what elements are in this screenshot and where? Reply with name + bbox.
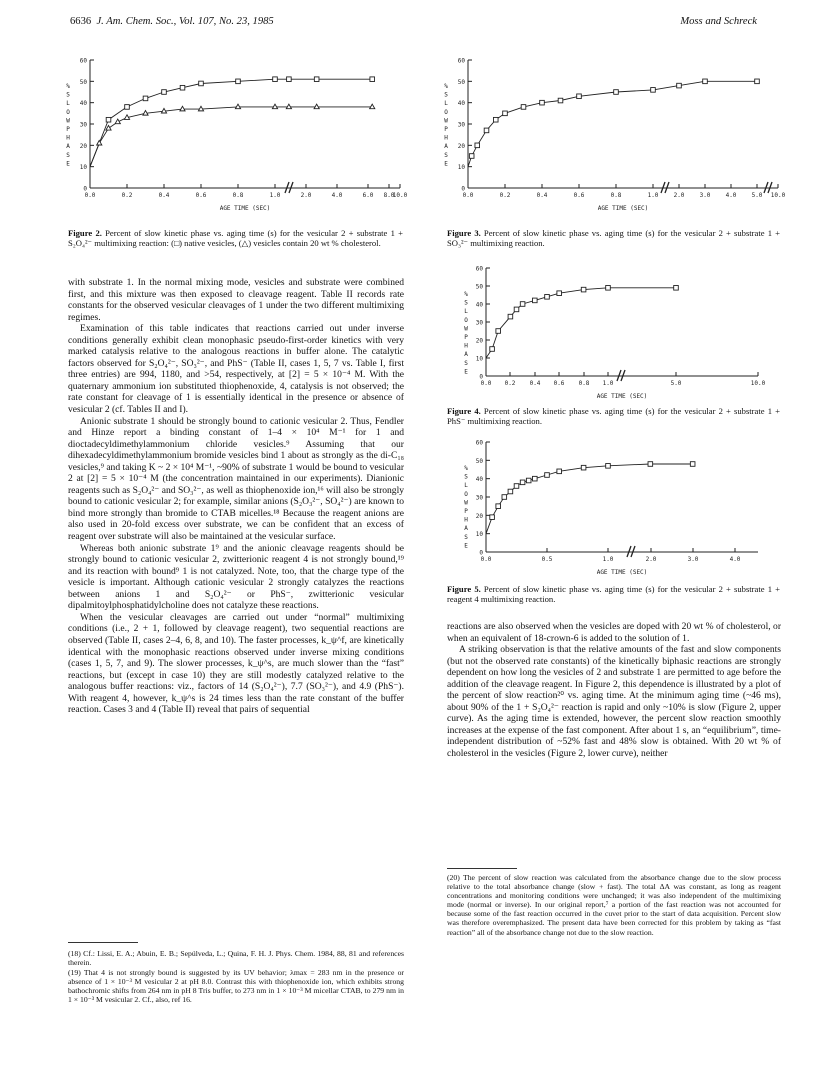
footnote-19: (19) That 4 is not strongly bound is suggested by its UV behavior; λmax = 283 nm in the presence or absence of 1 × 10⁻³ M vesicular 2 at pH 8.0. Contrast this with thiophenoxide ion, which exhibits strong bathochromic shifts from 264 nm in pH 8 Tris buffer, to 273 nm in 1 × 10⁻³ M micellar CTAB, to 279 nm in 1 × 10⁻³ M vesicular 2. Cf., also, ref 16. [68, 968, 404, 1005]
y-axis-label-char: P [66, 126, 70, 133]
figure-5-plot [460, 430, 765, 582]
data-point-square [558, 98, 563, 103]
y-tick-label: 30 [475, 494, 483, 502]
y-tick-label: 30 [475, 319, 483, 327]
y-axis-label-char: L [464, 308, 468, 316]
footnote-rule-left [68, 942, 138, 943]
x-tick-label: 1.0 [602, 556, 614, 563]
y-tick-label: 60 [475, 265, 483, 273]
data-point-triangle [314, 104, 319, 109]
y-axis-label-char: P [464, 508, 468, 515]
data-point-square [614, 90, 619, 95]
x-tick-label: 0.4 [158, 192, 170, 199]
data-point-square [370, 77, 375, 82]
figure-2-plot [62, 48, 407, 226]
y-tick-label: 30 [79, 121, 87, 129]
y-axis-label-char: O [464, 316, 468, 324]
data-point-square [496, 329, 501, 334]
y-axis-label-char: A [464, 525, 468, 533]
data-point-square [490, 515, 495, 520]
y-axis-label-char: S [464, 359, 468, 367]
data-point-square [581, 287, 586, 292]
y-axis-label-char: S [464, 473, 468, 481]
data-point-square [484, 128, 489, 133]
data-point-square [106, 117, 111, 122]
x-tick-label: 3.0 [687, 556, 699, 563]
x-tick-label: 4.0 [729, 556, 741, 563]
y-tick-label: 60 [457, 57, 465, 65]
x-tick-label: 8.0 [383, 192, 395, 199]
y-tick-label: 10 [457, 164, 465, 172]
data-point-square [521, 105, 526, 110]
series-curve [486, 288, 676, 358]
data-point-square [508, 489, 513, 494]
x-tick-label: 10.0 [392, 192, 407, 199]
x-tick-label: 4.0 [725, 192, 737, 199]
x-tick-label: 5.0 [751, 192, 763, 199]
x-axis-label: AGE TIME (SEC) [597, 205, 649, 212]
y-axis-label [464, 291, 468, 375]
x-tick-label: 10.0 [770, 192, 785, 199]
paragraph: reactions are also observed when the vesicles are doped with 20 wt % of cholesterol, or when an equivalent of 18-crown-6 is added to the solution of 1. [447, 621, 781, 644]
y-tick-label: 10 [475, 355, 483, 363]
x-tick-label: 1.0 [269, 192, 281, 199]
y-axis-label-char: O [66, 108, 70, 116]
data-point-triangle [235, 104, 240, 109]
y-tick-label: 0 [461, 185, 465, 193]
figure-2-caption [68, 228, 403, 249]
data-point-square [520, 302, 525, 307]
data-point-square [540, 100, 545, 105]
y-axis-label-char: L [444, 100, 448, 108]
x-tick-label: 0.0 [480, 556, 492, 563]
journal-citation: J. Am. Chem. Soc., Vol. 107, No. 23, 1985 [96, 16, 274, 27]
data-point-square [606, 286, 611, 291]
data-point-square [545, 473, 550, 478]
data-point-square [557, 291, 562, 296]
data-point-square [287, 77, 292, 82]
data-point-square [514, 484, 519, 489]
y-tick-label: 50 [475, 457, 483, 465]
y-axis-label-char: H [464, 516, 468, 524]
data-point-square [545, 295, 550, 300]
x-tick-label: 0.6 [573, 192, 585, 199]
y-tick-label: 40 [475, 301, 483, 309]
series-curve [468, 81, 757, 166]
running-header-left [70, 16, 274, 27]
x-tick-label: 1.0 [602, 380, 614, 387]
footnote-rule-right [447, 868, 517, 869]
y-tick-label: 20 [475, 337, 483, 345]
body-column-right [447, 621, 781, 760]
y-tick-label: 40 [457, 100, 465, 108]
x-axis-label: AGE TIME (SEC) [596, 569, 648, 576]
y-tick-label: 20 [79, 142, 87, 150]
y-axis-label-char: S [444, 151, 448, 159]
data-point-square [273, 77, 278, 82]
caption-text: Percent of slow kinetic phase vs. aging time (s) for the vesicular 2 + substrate 1 + reagent 4 multimixing reaction. [447, 584, 781, 605]
data-point-square [577, 94, 582, 99]
y-axis-label-char: H [464, 342, 468, 350]
x-tick-label: 1.0 [647, 192, 659, 199]
data-point-square [703, 79, 708, 84]
caption-text: Percent of slow kinetic phase vs. aging time (s) for the vesicular 2 + substrate 1 + S₂O₄²⁻ multimixing reaction: (□) native vesicles, (△) vesicles contain 20 wt % cholesterol. [68, 228, 403, 249]
body-column-left [68, 277, 404, 716]
data-point-square [581, 465, 586, 470]
x-tick-label: 0.4 [536, 192, 548, 199]
y-axis-label-char: W [464, 325, 468, 333]
y-axis-label-char: E [66, 160, 70, 168]
paragraph: Whereas both anionic substrate 1⁹ and the anionic cleavage reagents should be strongly bound to cationic vesicular 2, zwitterionic reagent 4 is not strongly bound,¹⁹ and its reaction with bound⁹ 1 is not catalyzed. Note, too, that the charge type of the vesicle is important. Although cationic vesicular 2 strongly catalyzes the reactions between anions 1 and S₂O₄²⁻ or PhS⁻, zwitterionic vesicular dipalmitoylphosphatidylcholine does not catalyze these reactions. [68, 542, 404, 612]
y-tick-label: 20 [475, 512, 483, 520]
y-axis-label-char: % [66, 83, 70, 90]
x-tick-label: 0.0 [480, 380, 492, 387]
x-tick-label: 0.2 [504, 380, 516, 387]
data-point-square [503, 111, 508, 116]
y-axis-label-char: L [464, 482, 468, 490]
y-axis-label-char: O [444, 108, 448, 116]
y-axis-label-char: S [444, 91, 448, 99]
caption-label: Figure 5. [447, 584, 481, 594]
y-tick-label: 10 [79, 164, 87, 172]
data-point-triangle [106, 125, 111, 130]
y-tick-label: 50 [475, 283, 483, 291]
x-tick-label: 0.2 [121, 192, 133, 199]
y-axis-label-char: A [444, 143, 448, 151]
y-tick-label: 0 [479, 373, 483, 381]
y-axis-label-char: S [66, 91, 70, 99]
data-point-square [677, 83, 682, 88]
y-axis-label-char: S [464, 533, 468, 541]
data-point-square [493, 117, 498, 122]
x-tick-label: 0.8 [578, 380, 590, 387]
y-axis-label [66, 83, 70, 167]
paragraph: with substrate 1. In the normal mixing mode, vesicles and substrate were combined first, and this mixture was then exposed to cleavage reagent. Table II records rate constants for the observed vesicular cleavages of 1 under the two different multimixing regimes. [68, 277, 404, 323]
y-axis-label-char: E [464, 368, 468, 376]
y-axis-label-char: W [464, 499, 468, 507]
data-point-square [125, 105, 130, 110]
y-axis-label-char: E [444, 160, 448, 168]
data-point-triangle [286, 104, 291, 109]
x-tick-label: 3.0 [699, 192, 711, 199]
data-point-square [314, 77, 319, 82]
y-axis-label-char: W [444, 117, 448, 125]
x-tick-label: 6.0 [362, 192, 374, 199]
caption-text: Percent of slow kinetic phase vs. aging time (s) for the vesicular 2 + substrate 1 + PhS⁻ multimixing reaction. [447, 406, 781, 427]
data-point-triangle [370, 104, 375, 109]
data-point-square [533, 298, 538, 303]
figure-4-plot [460, 256, 765, 402]
y-axis-label [464, 465, 468, 549]
data-point-square [502, 495, 507, 500]
x-tick-label: 0.6 [195, 192, 207, 199]
y-tick-label: 40 [79, 100, 87, 108]
y-axis-label-char: H [444, 134, 448, 142]
x-tick-label: 0.6 [553, 380, 565, 387]
data-point-square [143, 96, 148, 101]
y-axis-label-char: % [464, 291, 468, 298]
series-curve [486, 464, 693, 534]
data-point-square [236, 79, 241, 84]
x-tick-label: 0.8 [610, 192, 622, 199]
y-axis-label-char: W [66, 117, 70, 125]
data-point-square [690, 462, 695, 467]
y-tick-label: 0 [479, 549, 483, 557]
y-axis-label [444, 83, 448, 167]
data-point-square [199, 81, 204, 86]
footnotes-right [447, 873, 781, 938]
figure-4-caption [447, 406, 780, 427]
footnote-20: (20) The percent of slow reaction was calculated from the absorbance change due to the slow process relative to the total absorbance change (slow + fast). The total ΔA was constant, as long as reagent concentrations and monitoring conditions were unchanged; it was also independent of the multimixing mode (normal or inverse). In our original report,⁷ a portion of the fast reaction was not accounted for because some of the fast reaction occurred in the cuvet prior to the start of data acquisition. Percent slow was therefore overemphasized. The present data have been corrected for this problem by taking as “fast reaction” all of the absorbance change not due to the slow reaction. [447, 873, 781, 937]
y-axis-label-char: A [464, 351, 468, 359]
running-header-right: Moss and Schreck [680, 16, 757, 27]
y-axis-label-char: % [444, 83, 448, 90]
data-point-square [755, 79, 760, 84]
y-axis-label-char: P [464, 334, 468, 341]
y-tick-label: 40 [475, 476, 483, 484]
caption-label: Figure 2. [68, 228, 102, 238]
series-curve [90, 107, 372, 167]
x-tick-label: 2.0 [300, 192, 312, 199]
data-point-square [514, 307, 519, 312]
data-point-triangle [180, 106, 185, 111]
y-axis-label-char: S [464, 299, 468, 307]
data-point-square [475, 143, 480, 148]
data-point-square [520, 480, 525, 485]
x-tick-label: 5.0 [670, 380, 682, 387]
figure-5-caption [447, 584, 780, 605]
data-point-square [162, 90, 167, 95]
footnote-18: (18) Cf.: Lissi, E. A.; Abuin, E. B.; Sepúlveda, L.; Quina, F. H. J. Phys. Chem. 1984, 88, 81 and references therein. [68, 949, 404, 968]
data-point-square [648, 462, 653, 467]
data-point-triangle [272, 104, 277, 109]
figure-3-caption [447, 228, 780, 249]
x-tick-label: 2.0 [645, 556, 657, 563]
y-axis-label-char: P [444, 126, 448, 133]
x-axis-label: AGE TIME (SEC) [596, 393, 648, 400]
data-point-square [606, 464, 611, 469]
x-tick-label: 0.0 [462, 192, 474, 199]
paragraph: A striking observation is that the relative amounts of the fast and slow components (but not the observed rate constants) of the kinetically biphasic reactions are strongly dependent on how long the vesicles of 2 and substrate 1 are permitted to age before the addition of the cleavage reagent. In Figure 2, this dependence is illustrated by a plot of the percent of slow reaction²⁰ vs. aging time. At the minimum aging time (~46 ms), about 90% of the 1 + S₂O₄²⁻ reaction is rapid and only ~10% is slow (Figure 2, upper curve). As the aging time is extended, however, the percent slow reaction smoothly increases at the expense of the fast component. After about 1 s, an “equilibrium”, time-independent distribution of ~52% fast and 48% slow is obtained. With 20 wt % of cholesterol in the vesicles (Figure 2, lower curve), neither [447, 644, 781, 760]
x-tick-label: 0.4 [529, 380, 541, 387]
data-point-square [526, 478, 531, 483]
x-tick-label: 10.0 [750, 380, 765, 387]
page-number: 6636 [70, 16, 92, 27]
x-axis-label: AGE TIME (SEC) [219, 205, 271, 212]
y-axis-label-char: % [464, 465, 468, 472]
y-axis-label-char: L [66, 100, 70, 108]
y-tick-label: 30 [457, 121, 465, 129]
data-point-square [180, 85, 185, 90]
y-tick-label: 60 [79, 57, 87, 65]
caption-text: Percent of slow kinetic phase vs. aging time (s) for the vesicular 2 + substrate 1 + SO₃²⁻ multimixing reaction. [447, 228, 781, 249]
y-axis-label-char: A [66, 143, 70, 151]
paragraph: Examination of this table indicates that reactions carried out under inverse conditions generally exhibit clean monophasic pseudo-first-order kinetics with very marked catalysis relative to the analogous reactions in buffer alone. The catalytic factors observed for S₂O₄²⁻, SO₃²⁻, and PhS⁻ (Table II, cases 1, 5, 7 vs. Table I, first three entries) are 994, 1180, and >54, respectively, at [2] = 5 × 10⁻⁴ M. With the quaternary ammonium ion substituted thiophenoxide, 4, catalysis is not observed; the rate constant for cleavage of 1 is essentially identical in the presence or absence of vesicular 2 (cf. Tables II and I). [68, 323, 404, 416]
y-axis-label-char: H [66, 134, 70, 142]
y-axis-label-char: S [66, 151, 70, 159]
y-tick-label: 20 [457, 142, 465, 150]
y-tick-label: 50 [79, 78, 87, 86]
data-point-square [469, 154, 474, 159]
x-tick-label: 2.0 [673, 192, 685, 199]
paragraph: When the vesicular cleavages are carried out under “normal” multimixing conditions (i.e., 2 + 1, followed by cleavage reagent), two sequential reactions are observed (Table II, cases 2–4, 6, 8, and 10). The faster processes, k_ψ^f, are kinetically identical with the monophasic reactions observed under inverse mixing conditions (cases 1, 5, 7, and 9). The slower processes, k_ψ^s, are much slower than the “fast” reactions, but (except in case 10) they are still modestly catalyzed relative to the analogous buffer reactions: viz., factors of 14 (S₂O₄²⁻), 7.7 (SO₃²⁻), and 4.9 (PhS⁻). With reagent 4, however, k_ψ^s is 24 times less than the rate constant of the buffer reaction. Cases 3 and 4 (Table II) reveal that pairs of sequential [68, 611, 404, 716]
data-point-square [651, 88, 656, 93]
data-point-square [533, 476, 538, 481]
x-tick-label: 0.8 [232, 192, 244, 199]
paragraph: Anionic substrate 1 should be strongly bound to cationic vesicular 2. Thus, Fendler and Hinze report a binding constant of 1–4 × 10⁴ M⁻¹ for 1 and dioctadecyldimethylammonium chloride vesicles.⁹ Assuming that our dihexadecyldimethylammonium bromide vesicles bind 1 about as strongly as the di-C₁₈ vesicles,⁹ and taking K ~ 2 × 10⁴ M⁻¹, ~90% of substrate 1 would be bound to vesicular 2 at [2] = 5 × 10⁻⁴ M (the concentration maintained in our experiments). Dianionic reagents such as S₂O₄²⁻ and SO₃²⁻, as well as thiophenoxide ion,¹⁶ will also be strongly bound to cationic vesicular 2; for example, similar anions (S₂O₃²⁻, SO₄²⁻) are known to bind more strongly than bromide to CTAB micelles.¹⁸ Because the reagent anions are also used in 20-fold excess over substrate, we can be confident that an excess of reagent over substrate will also be maintained at the vesicular surface. [68, 415, 404, 543]
data-point-square [674, 286, 679, 291]
x-tick-label: 0.2 [499, 192, 511, 199]
y-tick-label: 10 [475, 531, 483, 539]
caption-label: Figure 3. [447, 228, 481, 238]
y-tick-label: 50 [457, 78, 465, 86]
x-tick-label: 0.5 [541, 556, 553, 563]
figure-3-plot [440, 48, 785, 226]
data-point-square [508, 314, 513, 319]
caption-label: Figure 4. [447, 406, 481, 416]
y-tick-label: 0 [83, 185, 87, 193]
y-axis-label-char: O [464, 490, 468, 498]
data-point-square [490, 347, 495, 352]
footnotes-left [68, 949, 404, 1006]
data-point-square [496, 504, 501, 509]
data-point-square [557, 469, 562, 474]
x-tick-label: 0.0 [84, 192, 96, 199]
x-tick-label: 4.0 [331, 192, 343, 199]
y-axis-label-char: E [464, 542, 468, 550]
y-tick-label: 60 [475, 439, 483, 447]
series-curve [90, 79, 372, 166]
